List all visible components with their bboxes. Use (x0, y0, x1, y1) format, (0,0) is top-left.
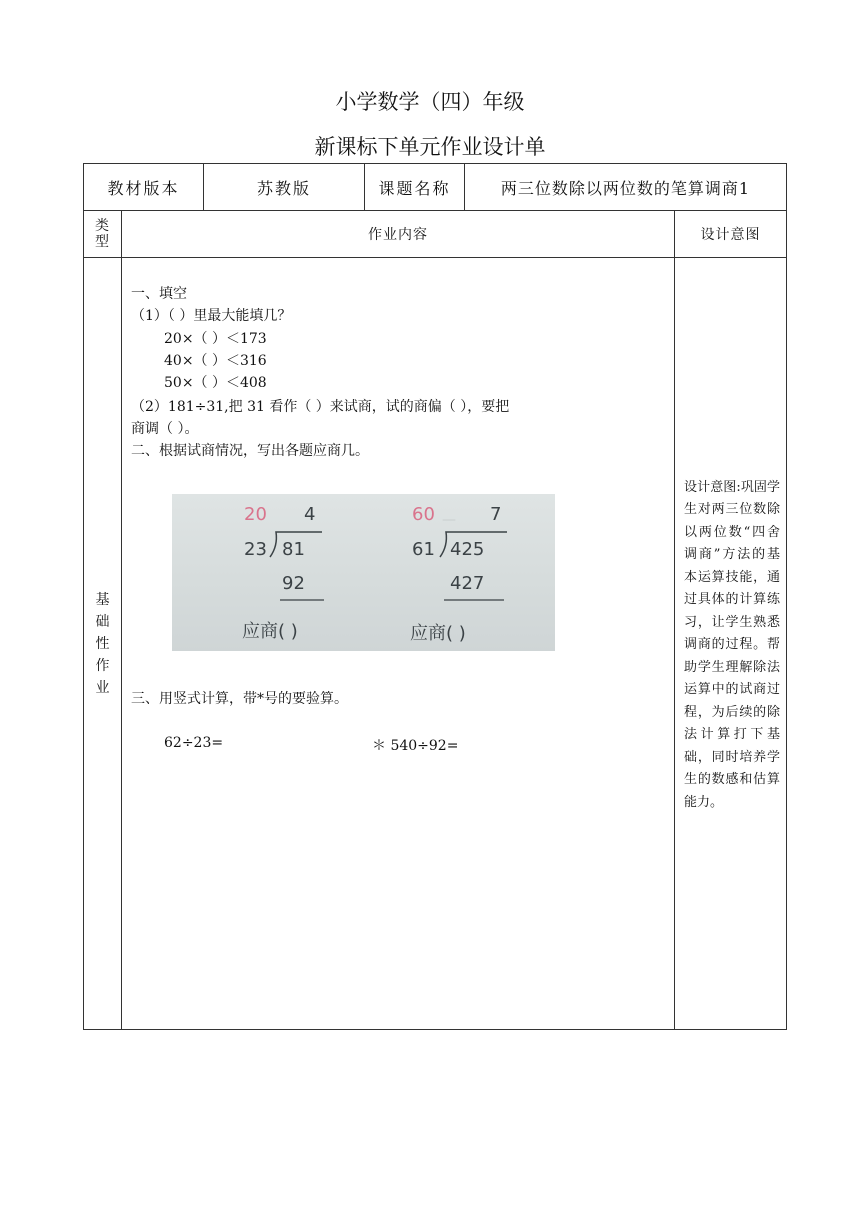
textbook-photo (172, 494, 555, 651)
header-row (84, 164, 787, 211)
left-trial-quotient: 20 (244, 504, 267, 525)
question-1c: 50×（ ）＜408 (164, 375, 267, 391)
basic-homework-row (84, 258, 787, 1030)
section-2-title: 二、根据试商情况，写出各题应商几。 (131, 443, 369, 459)
section-3-title: 三、用竖式计算，带*号的要验算。 (131, 691, 348, 707)
content-header: 作业内容 (122, 211, 675, 258)
right-product: 427 (450, 573, 485, 594)
right-dividend: 425 (450, 539, 485, 560)
homework-table (83, 163, 787, 1030)
left-answer: 应商( ) (242, 621, 298, 642)
question-1: （1）（ ）里最大能填几？ (131, 308, 292, 324)
category-cell: 基 础 性 作 业 (84, 258, 122, 1030)
topic-value: 两三位数除以两位数的笔算调商1 (465, 164, 787, 211)
section-1-title: 一、填空 (131, 286, 187, 302)
column-header-row (84, 211, 787, 258)
question-2-line2: 商调（ ）。 (131, 421, 199, 437)
question-1a: 20×（ ）＜173 (164, 331, 267, 347)
right-quotient: 7 (490, 504, 502, 525)
left-quotient: 4 (304, 504, 316, 525)
left-dividend: 81 (282, 539, 305, 560)
topic-label: 课题名称 (365, 164, 465, 211)
type-header: 类 型 (84, 211, 122, 258)
page-subtitle: 新课标下单元作业设计单 (314, 135, 546, 159)
design-header: 设计意图 (675, 211, 787, 258)
calc-b: ＊ 540÷92= (372, 738, 459, 754)
design-intent-cell: 设计意图:巩固学生对两三位数除以两位数“四舍调商”方法的基本运算技能，通过具体的计算练习，让学生熟悉调商的过程。帮助学生理解除法运算中的试商过程，为后续的除法计算打下基础，同时培养学生的数感和估算能力。 (675, 258, 787, 1030)
right-trial-quotient: 60 (412, 504, 435, 525)
question-1b: 40×（ ）＜316 (164, 353, 267, 369)
edition-value: 苏教版 (204, 164, 365, 211)
calc-a: 62÷23= (164, 735, 224, 751)
right-divisor: 61 (412, 539, 435, 560)
content-cell (122, 258, 675, 1030)
edition-label: 教材版本 (84, 164, 204, 211)
right-answer: 应商( ) (410, 623, 466, 644)
question-2-line1: （2）181÷31,把 31 看作（ ）来试商，试的商偏（ ），要把 (131, 399, 510, 415)
left-divisor: 23 (244, 539, 267, 560)
page-title: 小学数学（四）年级 (335, 90, 525, 114)
left-product: 92 (282, 573, 305, 594)
svg-text:—: — (442, 512, 456, 528)
